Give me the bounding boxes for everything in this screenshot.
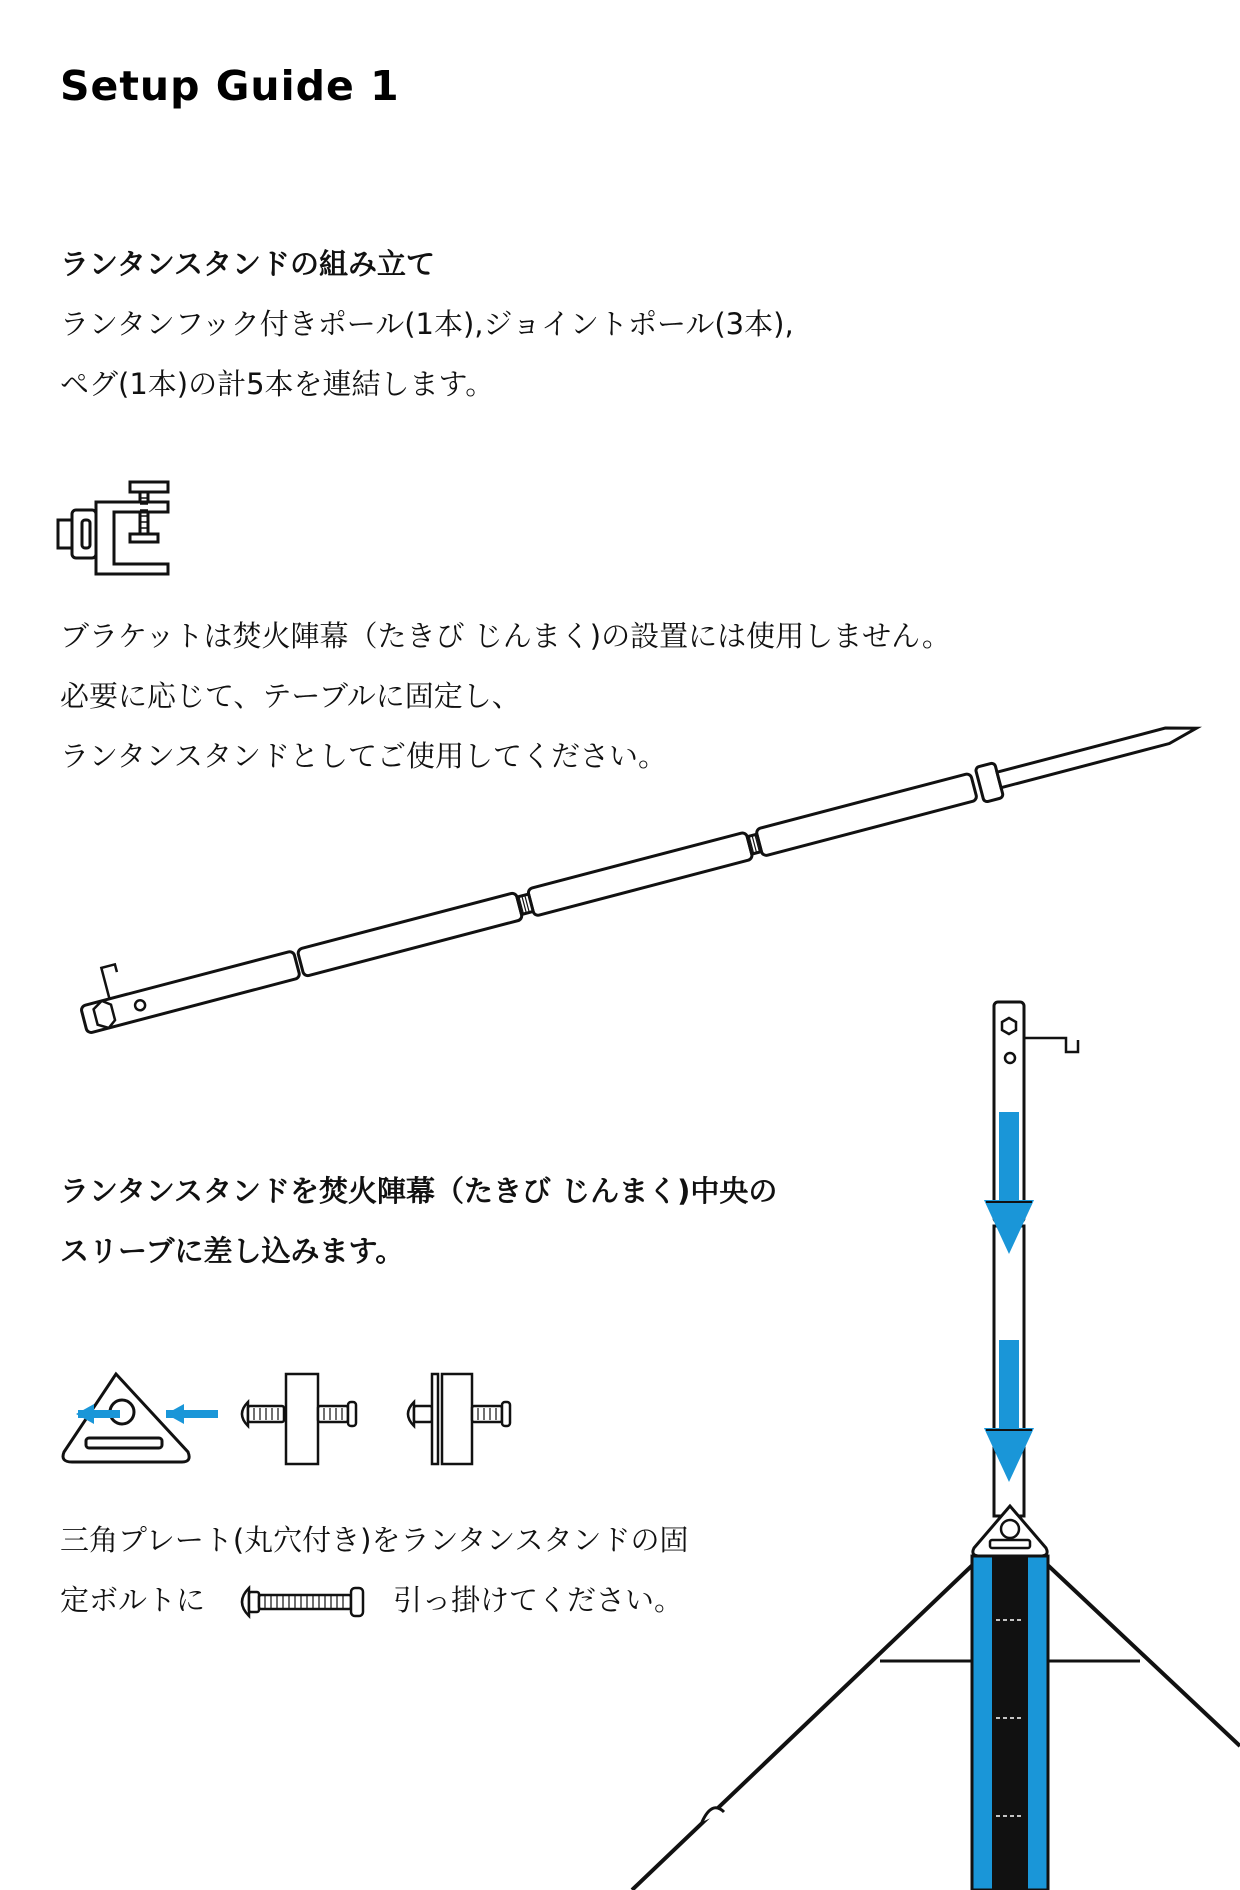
- insert-sleeve-line-1: ランタンスタンドを焚火陣幕（たきび じんまく)中央の: [60, 1174, 778, 1208]
- assembly-heading: ランタンスタンドの組み立て: [60, 247, 435, 281]
- hook-plate-line-1: 三角プレート(丸穴付き)をランタンスタンドの固: [60, 1523, 689, 1557]
- page-title: Setup Guide 1: [60, 62, 400, 110]
- hook-plate-line-2-end: 引っ掛けてください。: [393, 1583, 684, 1617]
- bracket-note-line-2: 必要に応じて、テーブルに固定し、: [60, 679, 521, 713]
- bracket-note-line-3: ランタンスタンドとしてご使用してください。: [60, 739, 667, 773]
- insert-sleeve-line-2: スリーブに差し込みます。: [60, 1234, 405, 1268]
- hook-plate-line-2-start: 定ボルトに: [60, 1583, 206, 1617]
- assembly-text-line-2: ペグ(1本)の計5本を連結します。: [60, 367, 495, 401]
- assembly-text-line-1: ランタンフック付きポール(1本),ジョイントポール(3本),: [60, 307, 794, 341]
- bracket-note-line-1: ブラケットは焚火陣幕（たきび じんまく)の設置には使用しません。: [60, 619, 951, 653]
